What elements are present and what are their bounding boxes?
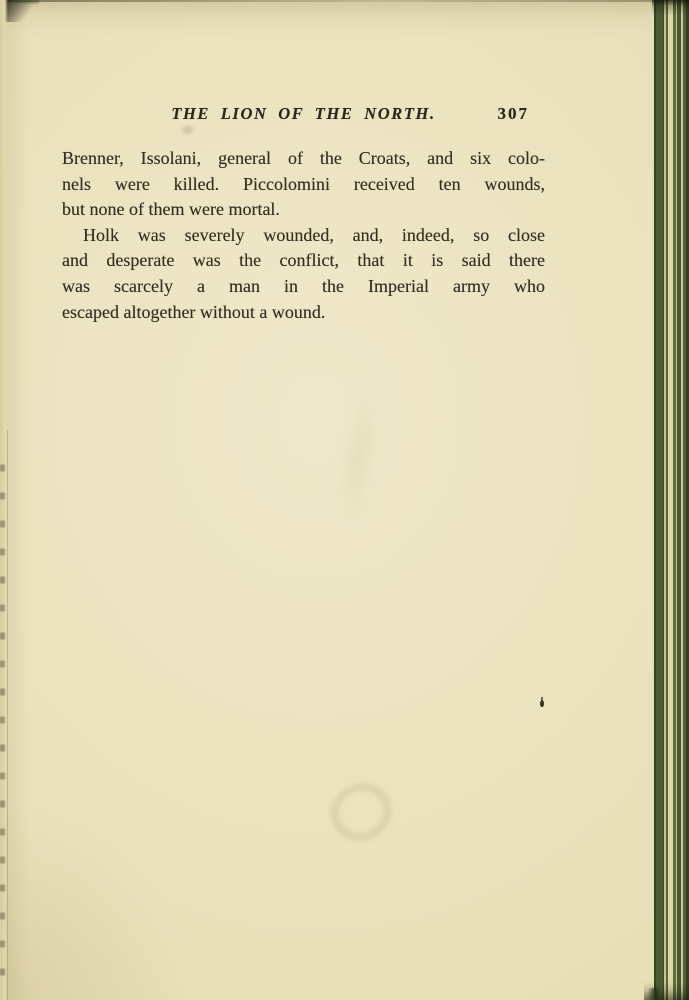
- book-fore-edge-stripes: [652, 0, 689, 1000]
- underpage-ghost-text-marks: [0, 444, 5, 996]
- text-line: nels were killed. Piccolomini received ten wounds,: [62, 173, 545, 194]
- text-line: escaped altogether without a wound.: [62, 301, 326, 322]
- text-line: Holk was severely wounded, and, indeed, so close: [83, 224, 545, 245]
- paper-smudge: [182, 126, 193, 134]
- text-line: was scarcely a man in the Imperial army who: [62, 275, 545, 296]
- page-number: 307: [497, 104, 529, 123]
- scan-top-edge-shadow: [0, 0, 689, 2]
- underpage-edge-line: [7, 430, 8, 1000]
- text-line: but none of them were mortal.: [62, 199, 280, 220]
- paper-streak-stain: [325, 360, 393, 554]
- ink-speck: [540, 700, 544, 707]
- text-line: Brenner, Issolani, general of the Croats, and six colo-: [62, 148, 545, 168]
- fore-edge-bottom-notch: [645, 988, 658, 1000]
- body-text: [62, 146, 545, 325]
- fore-edge-top-shadow: [652, 0, 689, 16]
- scan-corner-tint: [12, 0, 39, 3]
- running-title: THE LION OF THE NORTH.: [171, 104, 436, 123]
- page-header: [62, 104, 545, 126]
- text-line: and desperate was the conflict, that it is said there: [62, 250, 545, 271]
- paper-ring-stain: [311, 763, 412, 861]
